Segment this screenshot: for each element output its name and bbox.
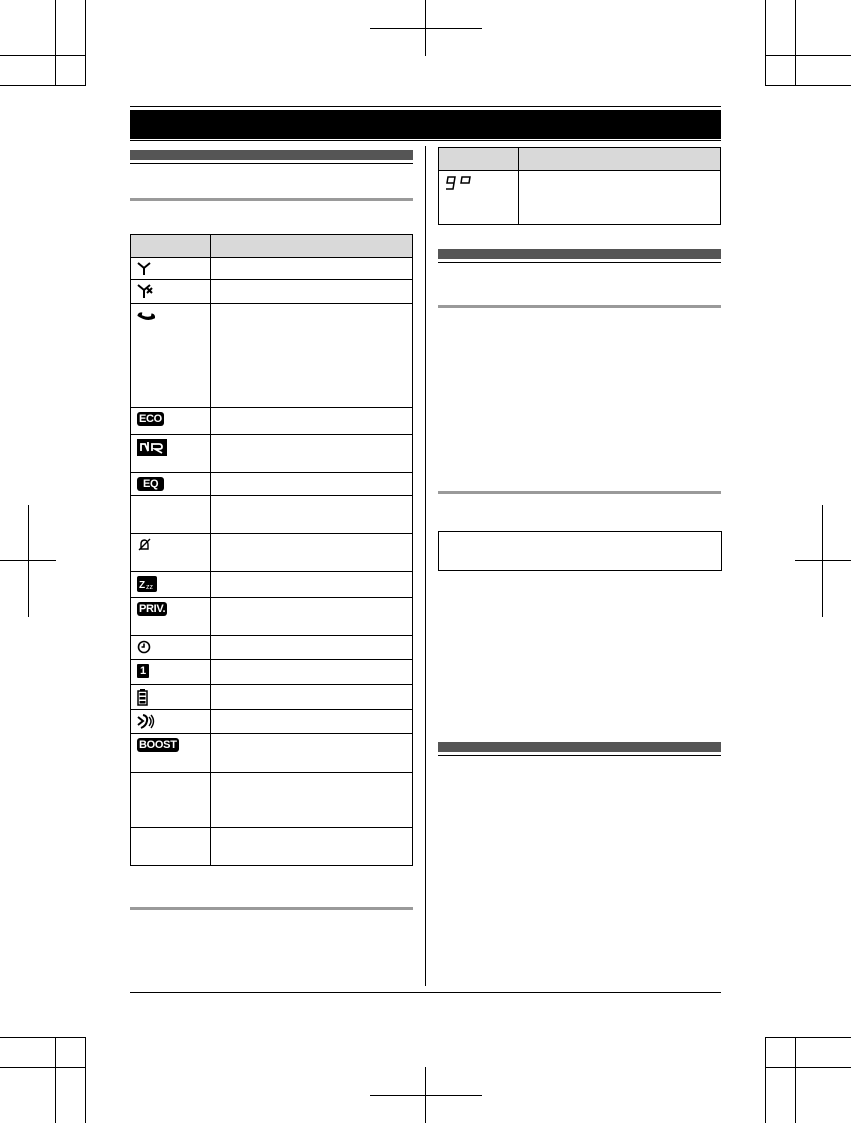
battery-icon [137, 689, 148, 706]
eco-badge-icon: ECO [139, 413, 162, 425]
table-row [131, 496, 413, 534]
page-title-bar [130, 110, 721, 139]
eq-badge-icon: EQ [137, 477, 164, 491]
subsection-rule [438, 491, 721, 494]
display-icons-table [130, 234, 413, 866]
svg-text:zz: zz [146, 584, 153, 591]
antenna-weak-icon [137, 284, 153, 298]
call-block-icon [137, 714, 155, 729]
night-mode-icon [137, 576, 157, 592]
section-heading-bar [130, 150, 413, 160]
section-rule [438, 262, 721, 263]
handset-number-icon: 1 [137, 664, 149, 678]
table-row [131, 534, 413, 572]
section-heading-bar [438, 249, 721, 259]
subsection-rule [438, 305, 721, 308]
section-rule [130, 163, 413, 164]
segment-display-table [438, 147, 721, 225]
table-header-row [131, 235, 413, 258]
subsection-rule [130, 907, 413, 910]
header-top-rule [130, 106, 721, 107]
segment-display-icon [445, 175, 473, 191]
table-row [439, 171, 721, 225]
footer-rule [130, 992, 721, 993]
table-row [131, 258, 413, 280]
column-divider [425, 146, 426, 986]
table-row [131, 304, 413, 408]
subsection-rule [130, 198, 413, 201]
table-row [131, 828, 413, 866]
svg-text:Z: Z [139, 580, 146, 591]
table-row [131, 408, 413, 435]
antenna-icon [137, 262, 151, 275]
table-row [131, 598, 413, 636]
noise-reduction-icon [137, 439, 167, 456]
table-header-row [439, 148, 721, 171]
table-row [131, 685, 413, 710]
table-row [131, 734, 413, 773]
privacy-badge-icon: PRIV. [139, 603, 166, 615]
table-row [131, 435, 413, 473]
table-row [131, 710, 413, 734]
ringer-off-icon [137, 538, 151, 552]
table-row [131, 572, 413, 598]
table-row [131, 660, 413, 685]
table-row [131, 280, 413, 304]
section-heading-bar [438, 742, 721, 752]
table-row [131, 773, 413, 828]
boost-badge-icon: BOOST [139, 739, 177, 751]
note-box [438, 531, 722, 571]
table-row [131, 636, 413, 660]
table-row [131, 473, 413, 496]
handset-off-hook-icon [137, 308, 155, 324]
section-rule [438, 755, 721, 756]
header-bottom-rule [130, 140, 721, 141]
alarm-clock-icon [137, 640, 151, 654]
